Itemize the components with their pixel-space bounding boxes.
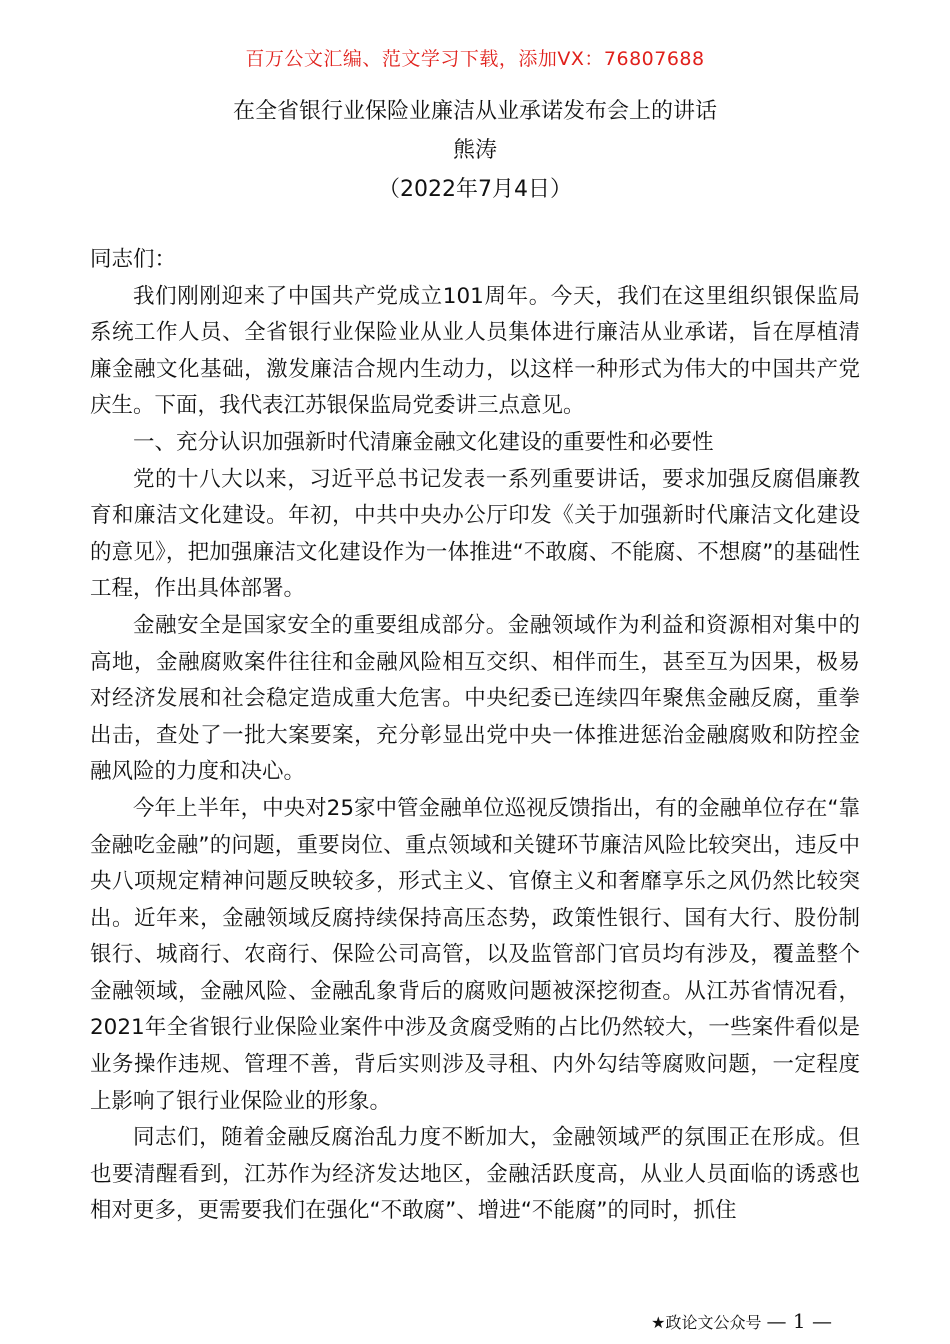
document-author: 熊涛: [452, 138, 497, 163]
document-date: （2022年7月4日）: [378, 177, 572, 202]
greeting: 同志们：: [90, 247, 177, 272]
document-header: [0, 92, 950, 209]
paragraph-2: 党的十八大以来，习近平总书记发表一系列重要讲话，要求加强反腐倡廉教育和廉洁文化建设。年初，中共中央办公厅印发《关于加强新时代廉洁文化建设的意见》，把加强廉洁文化建设作为一体推进“不敢腐、不能腐、不想腐”的基础性工程，作出具体部署。: [90, 466, 860, 602]
document-body: [90, 242, 860, 1230]
section-heading-1: 一、充分认识加强新时代清廉金融文化建设的重要性和必要性: [133, 429, 714, 455]
paragraph-5: 同志们，随着金融反腐治乱力度不断加大，金融领域严的氛围正在形成。但也要清醒看到，江苏作为经济发达地区，金融活跃度高，从业人员面临的诱惑也相对更多，更需要我们在强化“不敢腐”、增进“不能腐”的同时，抓住: [90, 1125, 860, 1224]
paragraph-3: 金融安全是国家安全的重要组成部分。金融领域作为利益和资源相对集中的高地，金融腐败案件往往和金融风险相互交织、相伴而生，甚至互为因果，极易对经济发展和社会稳定造成重大危害。中央纪委已连续四年聚焦金融反腐，重拳出击，查处了一批大案要案，充分彰显出党中央一体推进惩治金融腐败和防控金融风险的力度和决心。: [90, 612, 860, 785]
watermark-banner: 百万公文汇编、范文学习下载，添加VX：76807688: [245, 48, 705, 70]
paragraph-intro: 我们刚刚迎来了中国共产党成立101周年。今天，我们在这里组织银保监局系统工作人员、全省银行业保险业从业人员集体进行廉洁从业承诺，旨在厚植清廉金融文化基础，激发廉洁合规内生动力，以这样一种形式为伟大的中国共产党庆生。下面，我代表江苏银保监局党委讲三点意见。: [90, 283, 860, 419]
page-number: — 1 —: [766, 1309, 832, 1333]
document-title: 在全省银行业保险业廉洁从业承诺发布会上的讲话: [232, 99, 717, 124]
paragraph-4: 今年上半年，中央对25家中管金融单位巡视反馈指出，有的金融单位存在“靠金融吃金融”的问题，重要岗位、重点领域和关键环节廉洁风险比较突出，违反中央八项规定精神问题反映较多，形式主义、官僚主义和奢靡享乐之风仍然比较突出。近年来，金融领域反腐持续保持高压态势，政策性银行、国有大行、股份制银行、城商行、农商行、保险公司高管，以及监管部门官员均有涉及，覆盖整个金融领域，金融风险、金融乱象背后的腐败问题被深挖彻查。从江苏省情况看，2021年全省银行业保险业案件中涉及贪腐受贿的占比仍然较大，一些案件看似是业务操作违规、管理不善，背后实则涉及寻租、内外勾结等腐败问题，一定程度上影响了银行业保险业的形象。: [90, 795, 860, 1114]
page-footer: [651, 1311, 832, 1333]
footer-source: ★政论文公众号: [651, 1313, 762, 1332]
